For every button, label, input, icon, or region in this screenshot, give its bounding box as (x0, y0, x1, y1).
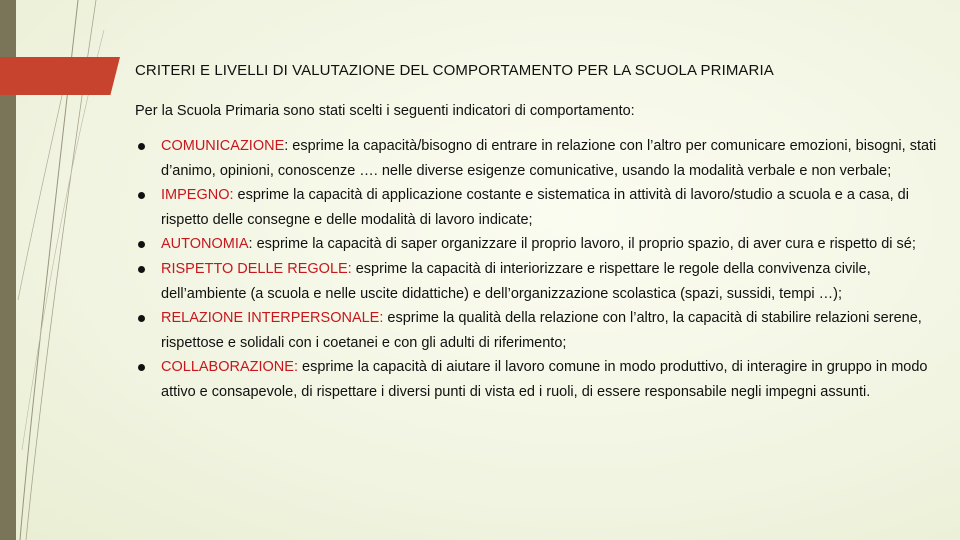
slide-content (135, 62, 940, 405)
intro-text-end: di comportamento: (510, 103, 635, 119)
bullet-icon (138, 315, 145, 322)
criterion-term: RISPETTO DELLE REGOLE: (161, 260, 352, 277)
title-accent-tab (0, 57, 120, 95)
criterion-collaborazione (135, 355, 940, 404)
criteria-list (135, 134, 940, 405)
criterion-description: esprime la capacità di applicazione costante e sistematica in attività di lavoro/studio a scuola e a casa, di rispetto delle consegne e delle modalità di lavoro indicate; (161, 187, 909, 228)
bullet-icon (138, 364, 145, 371)
criterion-autonomia (135, 232, 940, 257)
intro-text-start: Per la Scuola Primaria sono stati scelti i seguenti (135, 103, 453, 119)
criterion-term: RELAZIONE INTERPERSONALE: (161, 310, 384, 327)
bullet-icon (138, 266, 145, 273)
criterion-description: : esprime la capacità/bisogno di entrare in relazione con l’altro per comunicare emozioni, bisogni, stati d’animo, opinioni, conoscenze …. nelle diverse esigenze comunicative, usando la modalità verbale e non verbale; (161, 138, 937, 179)
bullet-icon (138, 192, 145, 199)
criterion-description: esprime la qualità della relazione con l’altro, la capacità di stabilire relazioni serene, rispettose e solidali con i coetanei e con gli adulti di riferimento; (161, 310, 922, 351)
intro-paragraph (135, 103, 940, 119)
intro-keyword: indicatori (452, 103, 511, 119)
criterion-term: COMUNICAZIONE (161, 138, 285, 154)
criterion-term: AUTONOMIA (161, 236, 249, 253)
criterion-comunicazione (135, 134, 940, 183)
criterion-term: COLLABORAZIONE: (161, 359, 298, 376)
criterion-relazione-interpersonale (135, 306, 940, 355)
criterion-description: esprime la capacità di aiutare il lavoro comune in modo produttivo, di interagire in gruppo in modo attivo e consapevole, di rispettare i diversi punti di vista ed i ruoli, di essere responsabile negli impegni assunti. (161, 359, 928, 400)
slide-title: CRITERI E LIVELLI DI VALUTAZIONE DEL COMPORTAMENTO PER LA SCUOLA PRIMARIA (135, 62, 774, 79)
bullet-icon (138, 143, 145, 150)
criterion-description: : esprime la capacità di saper organizzare il proprio lavoro, il proprio spazio, di aver cura e rispetto di sé; (248, 236, 916, 253)
criterion-term: IMPEGNO: (161, 187, 234, 204)
bullet-icon (138, 241, 145, 248)
criterion-impegno (135, 183, 940, 232)
criterion-description: esprime la capacità di interiorizzare e rispettare le regole della convivenza civile, dell’ambiente (a scuola e nelle uscite didattiche) e dell’organizzazione scolastica (spazi, sussidi, tempi …); (161, 260, 871, 302)
criterion-rispetto-regole (135, 257, 940, 306)
